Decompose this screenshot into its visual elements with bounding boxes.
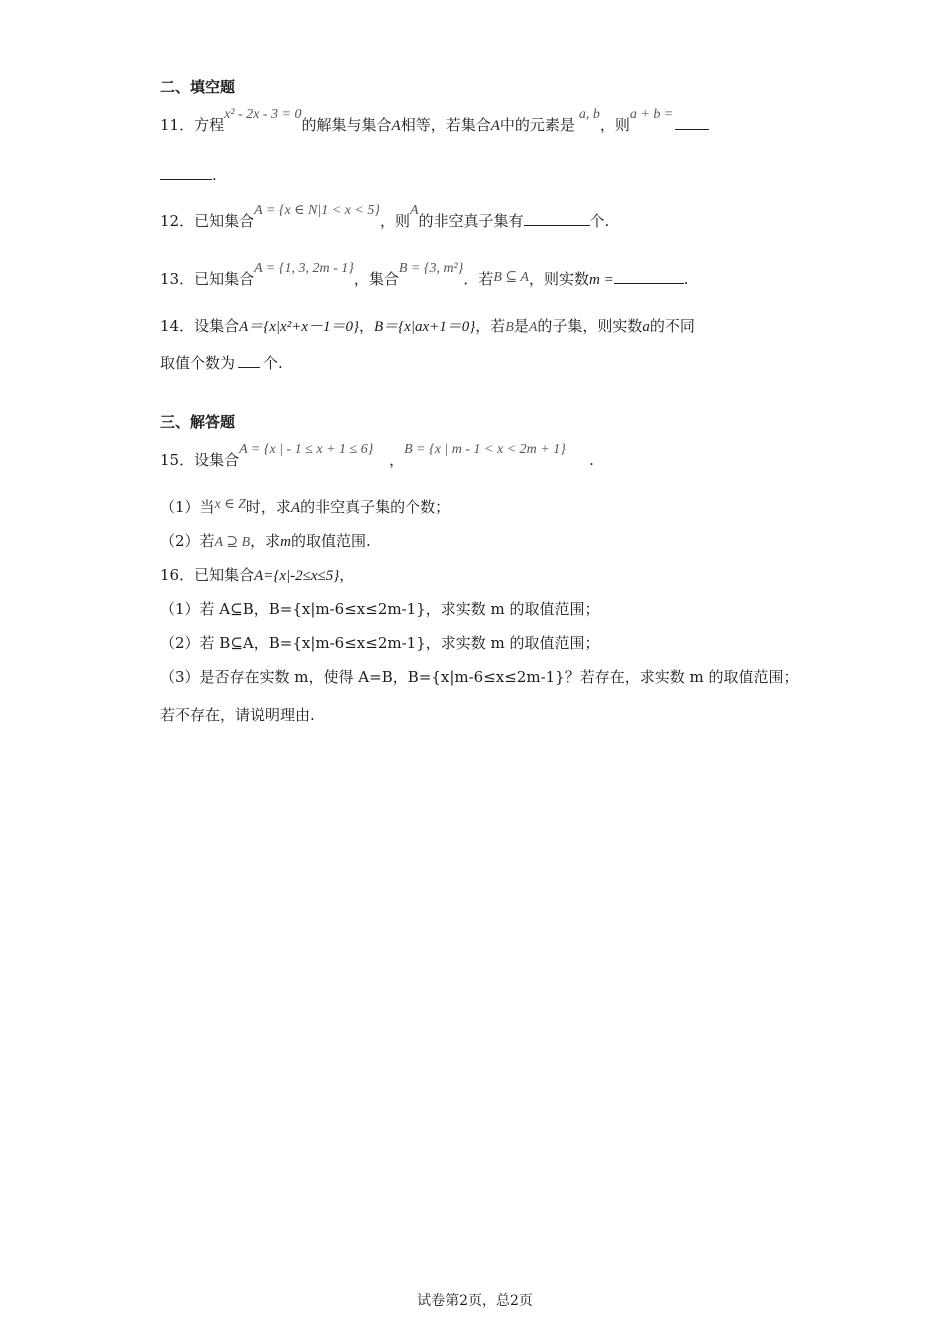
q13-text-2: ，集合: [353, 270, 399, 288]
q11-blank-2[interactable]: [160, 165, 212, 180]
q13-text-1: 已知集合: [194, 270, 255, 288]
q11-text-5: ，则: [599, 116, 630, 134]
q15-p1-end: 的非空真子集的个数；: [300, 498, 451, 516]
q16-set-a: A={x|-2≤x≤5}: [254, 568, 340, 584]
q13-relation: B ⊆ A: [493, 270, 529, 285]
q16-number: 16．: [160, 566, 195, 584]
q13-m: m =: [588, 272, 614, 288]
q11-text-1: 方程: [194, 116, 225, 134]
q15-part-1: [160, 497, 450, 519]
q14-line2-b: 个.: [263, 354, 283, 372]
q12-text-3: 的非空真子集有: [418, 212, 524, 230]
q16-part-1: （1）若 A⊆B，B={x|m-6≤x≤2m-1}，求实数 m 的取值范围；: [160, 600, 600, 618]
q14-set-a: A＝{x|x²+x－1＝0}: [239, 319, 359, 335]
q12-text-4: 个.: [589, 212, 610, 230]
q12-set: A = {x ∈ N|1 < x < 5}: [254, 203, 380, 218]
question-16: [160, 565, 354, 586]
q12-text-2: ，则: [379, 212, 410, 230]
section-heading-solution: 三、解答题: [160, 413, 236, 431]
q15-p1-cond: x ∈ Z: [214, 497, 246, 512]
q11-set-a-2: A: [490, 118, 500, 134]
q15-p1-text: 时，求: [245, 498, 291, 516]
section-heading-fill-blank: 二、填空题: [160, 78, 236, 96]
q11-end: .: [212, 166, 217, 184]
q15-p1-label: （1）当: [160, 498, 215, 516]
q14-blank[interactable]: [238, 353, 260, 368]
question-11: [160, 107, 709, 137]
q14-text-6: 的不同: [649, 317, 695, 335]
q13-text-4: ，则实数: [528, 270, 589, 288]
q16-part-3: （3）是否存在实数 m，使得 A=B，B={x|m-6≤x≤2m-1}？若存在，求实数 m 的取值范围；: [160, 668, 799, 686]
question-14-cont: [160, 353, 283, 373]
question-13: [160, 261, 689, 291]
q15-set-b: B = {x | m - 1 < x < 2m + 1}: [404, 442, 566, 457]
q15-end: .: [589, 451, 594, 469]
q13-text-3: ．若: [463, 270, 494, 288]
q11-set-a: A: [391, 118, 401, 134]
q13-set-b: B = {3, m²}: [398, 261, 464, 276]
q13-set-a: A = {1, 3, 2m - 1}: [254, 261, 354, 276]
q16-part-2: （2）若 B⊆A，B={x|m-6≤x≤2m-1}，求实数 m 的取值范围；: [160, 634, 600, 652]
q13-end: .: [683, 270, 689, 288]
q11-equation: x² - 2x - 3 = 0: [224, 107, 302, 122]
q14-text-2: ，: [359, 317, 375, 335]
question-15: [160, 442, 594, 472]
q15-p2-label: （2）若: [160, 532, 215, 550]
q11-number: 11．: [160, 116, 195, 134]
q13-blank[interactable]: [614, 269, 684, 284]
q11-text-4: 中的元素是: [499, 116, 575, 134]
q15-p1-a: A: [290, 500, 301, 516]
question-12: [160, 203, 610, 233]
question-14: [160, 316, 695, 338]
q15-set-a: A = {x | - 1 ≤ x + 1 ≤ 6}: [239, 442, 374, 457]
q11-text-3: 相等，若集合: [400, 116, 491, 134]
q15-p2-text: ，求: [250, 532, 281, 550]
q12-set-a: A: [409, 203, 419, 218]
q14-number: 14．: [160, 317, 195, 335]
q15-text-1: 设集合: [194, 451, 240, 469]
q14-text-3: ，若: [475, 317, 506, 335]
q11-text-2: 的解集与集合: [301, 116, 392, 134]
q14-set-b: B＝{x|ax+1＝0}: [374, 319, 476, 335]
page-footer: 试卷第2页，总2页: [417, 1293, 533, 1309]
q14-line2-a: 取值个数为: [160, 354, 236, 372]
q12-number: 12．: [160, 212, 195, 230]
q14-text-4: 是: [513, 317, 529, 335]
q14-a: A: [528, 320, 538, 335]
q15-part-2: [160, 531, 371, 553]
q15-p2-m: m: [280, 534, 291, 550]
q13-number: 13．: [160, 270, 195, 288]
q14-b: B: [505, 320, 514, 335]
q14-a-var: a: [642, 319, 650, 335]
q14-text-1: 设集合: [194, 317, 240, 335]
q11-elements: a, b: [578, 107, 600, 122]
q12-text-1: 已知集合: [194, 212, 255, 230]
q12-blank[interactable]: [524, 211, 590, 226]
q15-p2-cond: A ⊇ B: [214, 535, 251, 550]
question-11-cont: [160, 165, 217, 185]
q16-part-3-cont: 若不存在，请说明理由.: [160, 706, 315, 724]
q11-blank-1[interactable]: [675, 115, 709, 130]
q15-comma: ，: [389, 451, 405, 469]
q16-text-1: 已知集合: [194, 566, 255, 584]
q14-text-5: 的子集，则实数: [537, 317, 643, 335]
q11-sum: a + b =: [629, 107, 674, 122]
q15-p2-end: 的取值范围.: [291, 532, 371, 550]
q16-end: ，: [339, 566, 355, 584]
q15-number: 15．: [160, 451, 195, 469]
